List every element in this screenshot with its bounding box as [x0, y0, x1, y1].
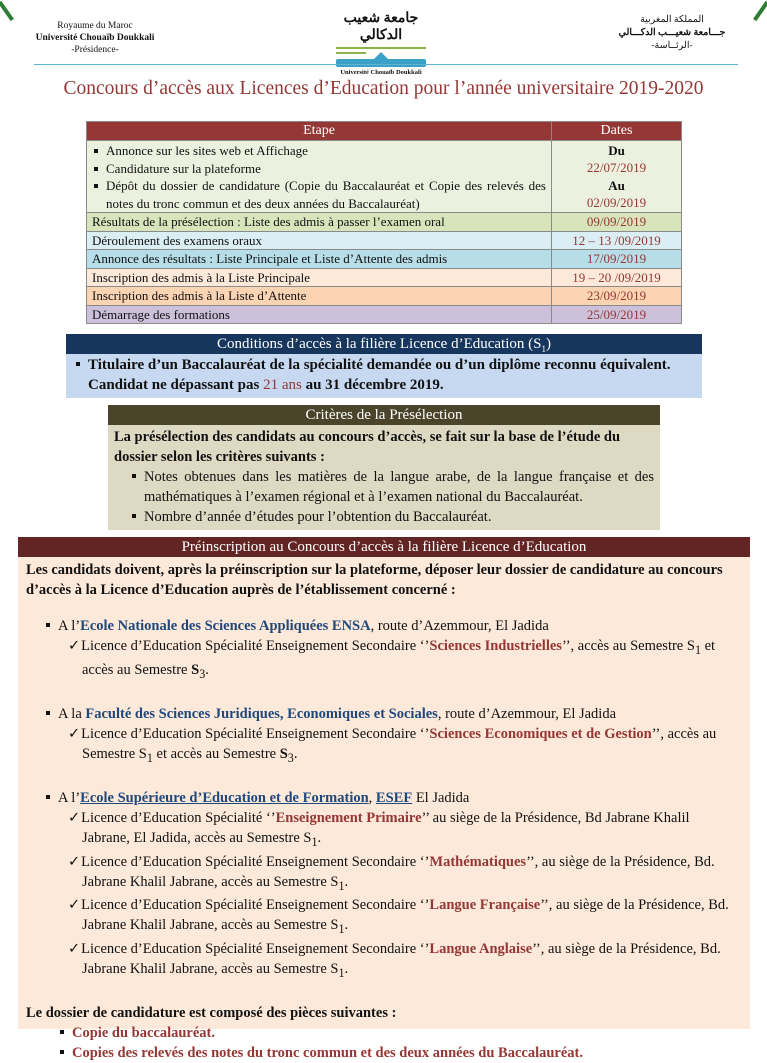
table-row [87, 305, 682, 324]
logo-text: Université Chouaïb Doukkali [340, 69, 422, 76]
list-item: Notes obtenues dans les matières de la langue arabe, de la langue française et des mathématiques à l’examen régional et à l’examen national du Baccalauréat. [130, 467, 654, 507]
date: 22/07/2019 [586, 160, 647, 175]
column-header: Dates [552, 122, 682, 141]
date: 02/09/2019 [586, 195, 647, 210]
date-cell: 12 – 13 /09/2019 [552, 231, 682, 250]
date-cell: 25/09/2019 [552, 305, 682, 324]
header-text: -الرئــاسة- [651, 41, 693, 51]
header-text: جـــامعة شعيـــب الدكـــالي [618, 28, 726, 38]
header-text: Royaume du Maroc [57, 21, 133, 31]
table-row [87, 287, 682, 306]
header-text: Université Chouaïb Doukkali [35, 33, 155, 43]
list-item: Nombre d’année d’études pour l’obtention du Baccalauréat. [130, 507, 654, 527]
program-item: ✓ Licence d’Education Spécialité Enseignement Secondaire ‘’Sciences Industrielles’’, accès au Semestre $S_1$ et accès au Semestre $S_3$. [26, 636, 742, 684]
esef-abbr-link[interactable]: ESEF [375, 789, 413, 806]
logo-text: جامعة شعيب الدكالي [343, 11, 419, 43]
esef-link[interactable]: Ecole Supérieure d’Education et de Formation [80, 789, 369, 806]
etape-cell: Annonce des résultats : Liste Principale et Liste d’Attente des admis [87, 250, 552, 269]
date-label: Du [608, 142, 625, 158]
program-item: ✓ Licence d’Education Spécialité Enseignement Secondaire ‘’Langue Française’’, au siège de la Présidence, Bd. Jabrane Khalil Jabrane, accès au Semestre $S_1$. [26, 895, 742, 939]
etape-cell: Déroulement des examens oraux [87, 231, 552, 250]
date-cell: 09/09/2019 [552, 213, 682, 232]
list-item: Candidature sur la plateforme [92, 160, 546, 178]
date-cell: 19 – 20 /09/2019 [552, 268, 682, 287]
program-item: ✓ Licence d’Education Spécialité Enseignement Secondaire ‘’Mathématiques’’, au siège de la Présidence, Bd. Jabrane Khalil Jabrane, accès au Semestre $S_1$. [26, 852, 742, 896]
table-row [87, 213, 682, 232]
preinscription-section [18, 537, 750, 1062]
date-cell: 17/09/2019 [552, 250, 682, 269]
page-title: Concours d’accès aux Licences d’Education pour l’année universitaire 2019-2020 [63, 78, 704, 99]
table-row [87, 250, 682, 269]
condition-item: Titulaire d’un Baccalauréat de la spécialité demandée ou d’un diplôme reconnu équivalent. Candidat ne dépassant pas 21 ans au 31 décembre 2019. [74, 355, 694, 395]
list-item: Copie du baccalauréat. [58, 1023, 742, 1043]
letterhead [0, 0, 767, 76]
etape-cell: Inscription des admis à la Liste d’Attente [87, 287, 552, 306]
section-title: Critères de la Présélection [108, 405, 660, 425]
header-text: المملكة المغربية [640, 15, 704, 25]
institution-ensa: A l’Ecole Nationale des Sciences Appliquées ENSA, route d’Azemmour, El Jadida [44, 616, 742, 636]
header-text: -Présidence- [71, 45, 119, 55]
column-header: Etape [87, 122, 552, 141]
divider [34, 64, 738, 65]
list-item: Annonce sur les sites web et Affichage [92, 142, 546, 160]
program-item: ✓ Licence d’Education Spécialité Enseignement Secondaire ‘’Sciences Economiques et de Gestion’’, accès au Semestre $S_1$ et accès au Semestre $S_3$. [26, 724, 742, 768]
institution-fsjes: A la Faculté des Sciences Juridiques, Economiques et Sociales, route d’Azemmour, El Jadida [44, 704, 742, 724]
etape-cell: Démarrage des formations [87, 305, 552, 324]
dossier-title: Le dossier de candidature est composé des pièces suivantes : [26, 1005, 397, 1022]
etape-cell: Résultats de la présélection : Liste des admis à passer l’examen oral [87, 213, 552, 232]
section-title: Préinscription au Concours d’accès à la filière Licence d’Education [18, 537, 750, 557]
preinscription-intro: Les candidats doivent, après la préinscription sur la plateforme, déposer leur dossier de candidature au concours d’accès à la Licence d’Education auprès de l’établissement concerné : [26, 562, 723, 598]
section-title: Conditions d’accès à la filière Licence d’Education $(S_1)$ [66, 334, 702, 354]
program-item: ✓ Licence d’Education Spécialité ‘’Enseignement Primaire’’ au siège de la Présidence, Bd Jabrane Khalil Jabrane, El Jadida, accès au Semestre $S_1$. [26, 808, 742, 852]
list-item: Copies des relevés des notes du tronc commun et des deux années du Baccalauréat. [58, 1043, 742, 1063]
date-label: Au [608, 177, 625, 193]
header-left [25, 20, 165, 56]
table-row [87, 231, 682, 250]
table-row [87, 268, 682, 287]
university-logo [336, 10, 426, 76]
header-right [602, 14, 742, 53]
list-item: Dépôt du dossier de candidature (Copie du Baccalauréat et Copie des relevés des notes du tronc commun et des deux années du Baccalauréat) [92, 177, 546, 212]
criteria-intro: La présélection des candidats au concours d’accès, se fait sur la base de l’étude du dossier selon les critères suivants : [114, 429, 621, 465]
date-cell: 23/09/2019 [552, 287, 682, 306]
etape-cell: Inscription des admis à la Liste Principale [87, 268, 552, 287]
schedule-table [86, 121, 682, 324]
program-item: ✓ Licence d’Education Spécialité Enseignement Secondaire ‘’Langue Anglaise’’, au siège de la Présidence, Bd. Jabrane Khalil Jabrane, accès au Semestre $S_1$. [26, 939, 742, 983]
criteria-section [108, 405, 660, 530]
table-row [87, 141, 682, 213]
institution-esef: A l’Ecole Supérieure d’Education et de Formation, ESEF El Jadida [44, 788, 742, 808]
conditions-section [66, 334, 702, 398]
